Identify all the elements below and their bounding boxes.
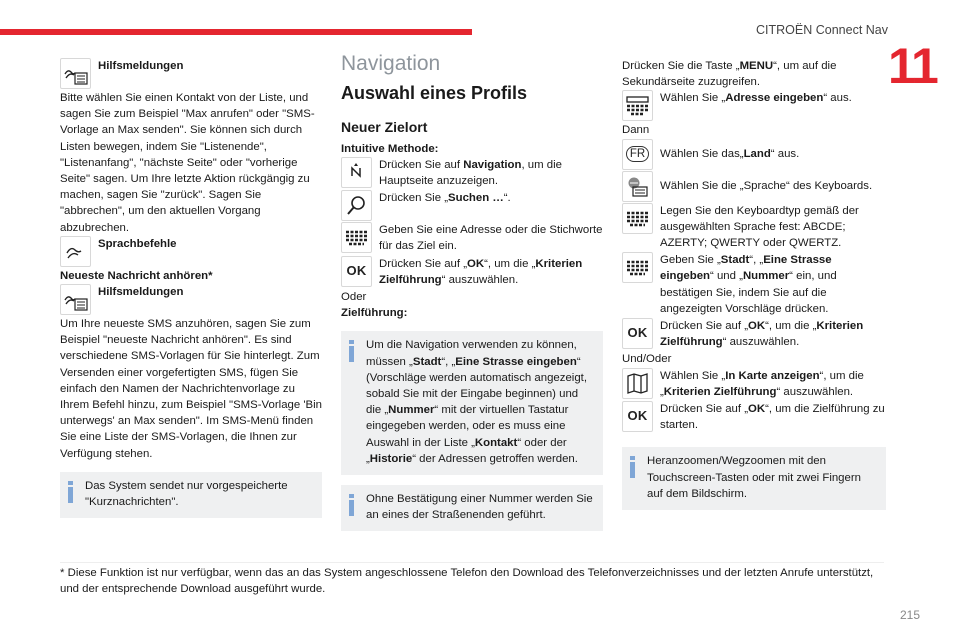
oder-label: Oder bbox=[341, 291, 367, 304]
step-ok: OK Drücken Sie auf „OK“, um die „Kriterien Zielführung“ auszuwählen. bbox=[341, 256, 603, 288]
header-title: CITROËN Connect Nav bbox=[756, 23, 888, 37]
zielfuehrung-label: Zielführung: bbox=[341, 307, 408, 320]
keyboard-icon bbox=[622, 203, 653, 234]
address-keyboard-icon bbox=[622, 90, 653, 121]
info-box-col2-1 bbox=[341, 331, 603, 475]
step-country: FR Wählen Sie das„Land“ aus. bbox=[622, 139, 886, 170]
column-1 bbox=[60, 58, 322, 524]
info-box-col3 bbox=[622, 447, 886, 510]
intuitive-method-label: Intuitive Methode: bbox=[341, 142, 439, 155]
ok-icon: OK bbox=[622, 401, 653, 432]
voice-help-row-2 bbox=[60, 284, 322, 315]
block3-title: Hilfsmeldungen bbox=[98, 286, 184, 299]
block1-title: Hilfsmeldungen bbox=[98, 60, 184, 72]
info-text-col3: Heranzoomen/Wegzoomen mit den Touchscreen-Tasten oder mit zwei Fingern auf dem Bildschirm. bbox=[647, 455, 861, 500]
step-language: Wählen Sie die „Sprache“ des Keyboards. bbox=[622, 171, 886, 202]
block1-text: Bitte wählen Sie einen Kontakt von der Liste, und sagen Sie zum Beispiel "Max anrufen" oder "SMS-Vorlage an Max senden". Sie können sich durch Listen bewegen, indem Sie "Listenende", "Listenanfang", "nächste Seite" oder "vorherige Seite" sagen. Um Ihre letzte Aktion rückgängig zu machen, sagen Sie "zurück". Sagen Sie "abbrechen", um den aktuellen Vorgang abzubrechen. bbox=[60, 92, 315, 234]
step-enter-address: Geben Sie „Stadt“, „Eine Strasse eingeben“ und „Nummer“ ein, und bestätigen Sie, indem Sie auf die angezeigten Vorschläge drücken. bbox=[622, 252, 886, 317]
map-icon bbox=[622, 368, 653, 399]
info-text-col2-1: Um die Navigation verwenden zu können, müssen „Stadt“, „Eine Strasse eingeben“ (Vorschläge werden automatisch angezeigt, sobald Sie mit der Eingabe beginnen) und die „Nummer“ mit der virtuellen Tastatur eingegeben werden, oder es muss eine Auswahl in der Liste „Kontakt“ oder der „Historie“ der Adressen getroffen werden. bbox=[366, 339, 587, 465]
voice-keyboard-icon bbox=[60, 58, 91, 89]
page-number: 215 bbox=[900, 608, 921, 622]
und-oder-label: Und/Oder bbox=[622, 353, 672, 366]
step-ok-criteria: OK Drücken Sie auf „OK“, um die „Kriterien Zielführung“ auszuwählen. bbox=[622, 318, 886, 350]
info-icon bbox=[630, 453, 637, 502]
ok-icon: OK bbox=[622, 318, 653, 349]
column-3 bbox=[622, 58, 886, 516]
step-search: Drücken Sie „Suchen …“. bbox=[341, 190, 603, 221]
ok-icon: OK bbox=[341, 256, 372, 287]
column-2 bbox=[341, 52, 603, 537]
chapter-number: 11 bbox=[888, 38, 937, 94]
block3-text: Um Ihre neueste SMS anzuhören, sagen Sie zum Beispiel "neueste Nachricht anhören". Es sind verschiedene SMS-Vorlagen für Sie hinterlegt. Zum Versenden einer vorgefertigten SMS, fügen Sie einfach den Namen der Nachrichtenvorlage zu Ihrem Befehl hinzu, zum Beispiel "SMS-Vorlage 'Bin unterwegs' an Max senden". Im SMS-Menü finden Sie eine Liste der SMS-Vorlagen, die Ihnen zur Verfügung stehen. bbox=[60, 318, 322, 460]
info-text-col1: Das System sendet nur vorgespeicherte "Kurznachrichten". bbox=[85, 479, 288, 509]
step-keyboard-type: Legen Sie den Keyboardtyp gemäß der ausgewählten Sprache fest: ABCDE; AZERTY; QWERTY oder QWERTZ. bbox=[622, 203, 886, 252]
menu-paragraph: Drücken Sie die Taste „MENU“, um auf die Sekundärseite zuzugreifen. bbox=[622, 60, 837, 89]
keyboard-language-icon bbox=[622, 171, 653, 202]
footnote: * Diese Funktion ist nur verfügbar, wenn das an das System angeschlossene Telefon den Download des Telefonverzeichnisses und der letzten Anrufe unterstützt, und der entsprechende Download ausgeführt wurde. bbox=[60, 562, 884, 597]
step-address: Wählen Sie „Adresse eingeben“ aus. bbox=[622, 90, 886, 121]
navigation-icon bbox=[341, 157, 372, 188]
info-text-col2-2: Ohne Bestätigung einer Nummer werden Sie an eines der Straßenenden geführt. bbox=[366, 493, 593, 522]
country-fr-icon: FR bbox=[622, 139, 653, 170]
info-box-col1 bbox=[60, 472, 322, 518]
step-keyboard: Geben Sie eine Adresse oder die Stichworte für das Ziel ein. bbox=[341, 222, 603, 254]
step-show-map: Wählen Sie „In Karte anzeigen“, um die „Kriterien Zielführung“ auszuwählen. bbox=[622, 368, 886, 400]
header-accent-bar bbox=[0, 29, 472, 35]
info-box-col2-2 bbox=[341, 485, 603, 531]
heading-new-destination: Neuer Zielort bbox=[341, 119, 428, 136]
block2-text: Neueste Nachricht anhören* bbox=[60, 269, 213, 282]
voice-icon bbox=[60, 236, 91, 267]
keyboard-icon bbox=[341, 222, 372, 253]
info-icon bbox=[349, 491, 356, 523]
voice-help-row-1 bbox=[60, 58, 322, 89]
block2-title: Sprachbefehle bbox=[98, 237, 177, 250]
section-title: Navigation bbox=[341, 52, 441, 75]
dann-label: Dann bbox=[622, 124, 650, 137]
info-icon bbox=[349, 337, 356, 467]
voice-keyboard-icon bbox=[60, 284, 91, 315]
search-icon bbox=[341, 190, 372, 221]
step-ok-start: OK Drücken Sie auf „OK“, um die Zielführung zu starten. bbox=[622, 401, 886, 433]
step-navigation: Drücken Sie auf Navigation, um die Hauptseite anzuzeigen. bbox=[341, 157, 603, 189]
voice-commands-row bbox=[60, 236, 322, 267]
keyboard-icon bbox=[622, 252, 653, 283]
heading-profile: Auswahl eines Profils bbox=[341, 83, 528, 104]
info-icon bbox=[68, 478, 75, 510]
